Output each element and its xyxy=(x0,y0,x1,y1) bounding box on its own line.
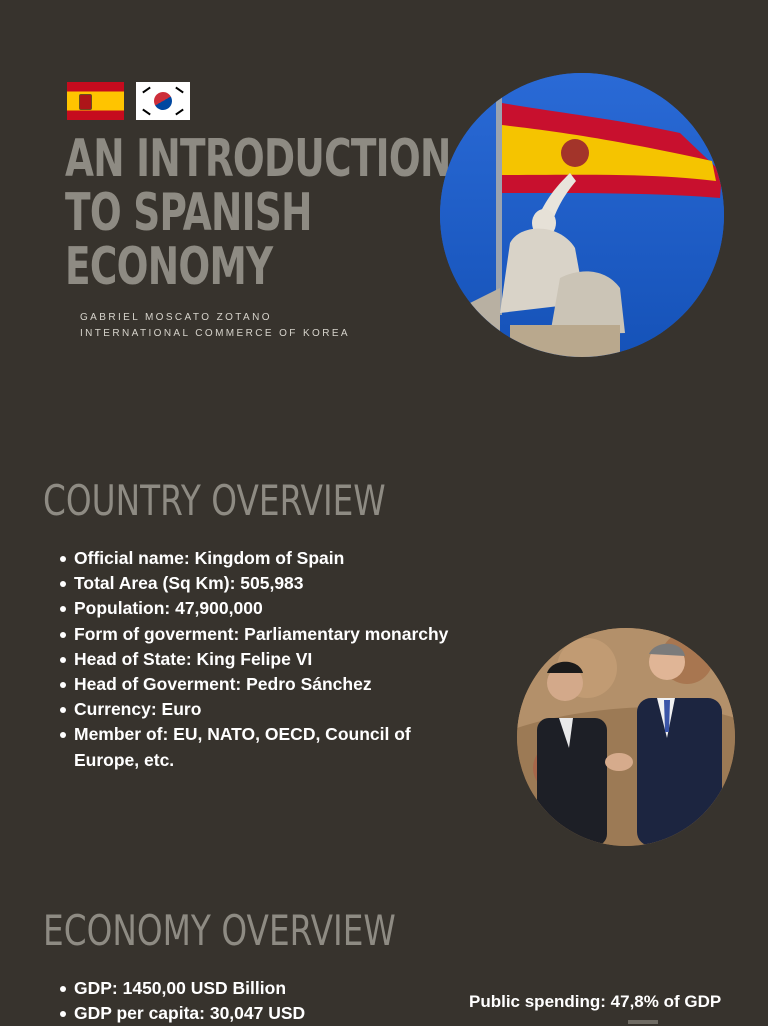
author-name: GABRIEL MOSCATO ZOTANO xyxy=(80,312,272,323)
handshake-illustration xyxy=(517,628,735,846)
spain-flag-icon xyxy=(67,82,124,120)
list-item: Head of State: King Felipe VI xyxy=(58,647,518,672)
economy-overview-heading: ECONOMY OVERVIEW xyxy=(43,906,396,955)
spanish-flag-statue-photo xyxy=(440,73,724,357)
list-item: Currency: Euro xyxy=(58,697,518,722)
south-korea-flag-icon xyxy=(136,82,190,120)
trigram-icon xyxy=(142,109,151,116)
public-spending-label: Public spending: 47,8% of GDP xyxy=(469,992,722,1011)
title-line: TO SPANISH xyxy=(65,183,312,243)
country-facts-list xyxy=(58,546,518,773)
caption-fragment xyxy=(628,1020,658,1024)
title-line: AN INTRODUCTION xyxy=(65,129,451,189)
taegeuk-icon xyxy=(151,89,176,114)
flag-statue-illustration xyxy=(440,73,724,357)
author-affiliation: INTERNATIONAL COMMERCE OF KOREA xyxy=(80,328,350,339)
country-overview-heading: COUNTRY OVERVIEW xyxy=(43,476,386,525)
list-item: Head of Goverment: Pedro Sánchez xyxy=(58,672,518,697)
list-item: Official name: Kingdom of Spain xyxy=(58,546,518,571)
list-item: GDP: 1450,00 USD Billion xyxy=(58,976,305,1001)
trigram-icon xyxy=(175,109,184,116)
list-item: Total Area (Sq Km): 505,983 xyxy=(58,571,518,596)
byline xyxy=(80,310,350,342)
flags-row xyxy=(67,82,190,120)
list-item: Population: 47,900,000 xyxy=(58,596,518,621)
trigram-icon xyxy=(175,87,184,94)
list-item: Member of: EU, NATO, OECD, Council of Europe, etc. xyxy=(58,722,454,772)
list-item: GDP per capita: 30,047 USD xyxy=(58,1001,305,1026)
economy-facts-list xyxy=(58,976,305,1026)
page-title xyxy=(65,129,451,297)
list-item: Form of goverment: Parliamentary monarchy xyxy=(58,622,518,647)
title-line: ECONOMY xyxy=(65,237,273,297)
trigram-icon xyxy=(142,87,151,94)
leaders-handshake-photo xyxy=(517,628,735,846)
spain-coat-of-arms-icon xyxy=(79,94,92,110)
